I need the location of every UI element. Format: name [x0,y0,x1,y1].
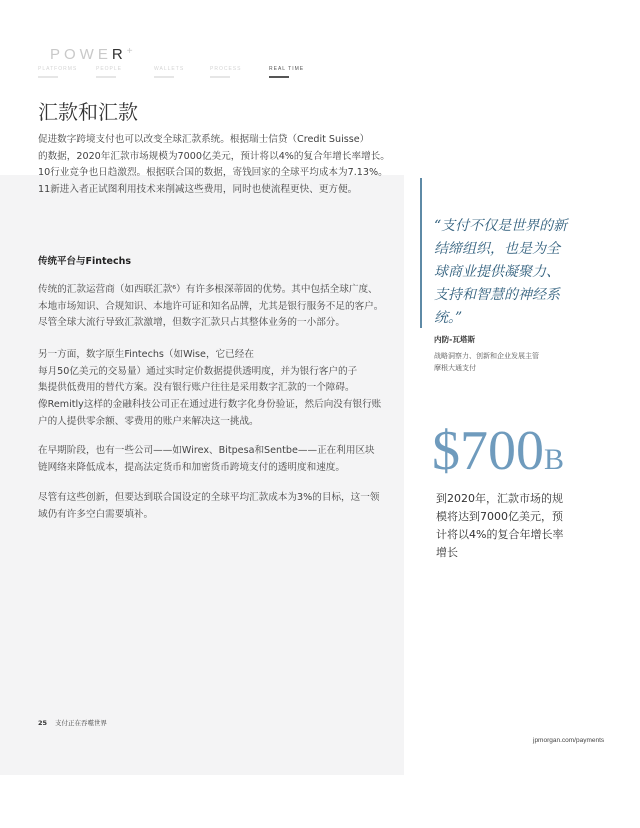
footer-url-link[interactable]: jpmorgan.com/payments [533,737,605,744]
publication-title: 支付正在吞噬世界 [55,719,108,727]
tab-label: WALLETS [154,66,185,72]
page-number: 25 [38,719,48,727]
intro-paragraph [38,132,390,199]
text-line: 另一方面，数字原生Fintechs（如Wise，它已经在 [38,349,254,360]
role-line: 战略洞察力、创新和企业发展主管 [434,352,539,360]
pull-quote [434,215,594,330]
text-line: 增长 [436,546,458,559]
text-line: 链网络来降低成本，提高法定货币和加密货币跨境支付的透明度和速度。 [38,461,345,473]
text-line: 户的人提供零余额、零费用的账户来解决这一挑战。 [38,415,259,427]
text-line: 10行业竞争也日趋激烈。根据联合国的数据，寄钱回家的全球平均成本为7.13%。 [38,167,388,179]
text-line: 到2020年，汇款市场的规 [436,492,563,505]
tab-label: PEOPLE [96,66,123,72]
tab-label: REAL TIME [269,66,305,72]
page-footer [38,718,107,727]
text-line: 传统的汇款运营商（如西联汇款⁶）有许多根深蒂固的优势。其中包括全球广度、 [38,284,378,295]
tab-people[interactable] [96,66,144,78]
tab-indicator [96,76,116,78]
brand-highlight: R [111,46,127,63]
body-paragraph [38,490,378,523]
tab-platforms[interactable] [38,66,86,78]
tab-label: PROCESS [210,66,242,72]
page-title: 汇款和汇款 [38,100,138,124]
tab-real-time[interactable] [269,66,317,78]
text-line: 11新进入者正试图利用技术来削减这些费用，同时也使流程更快、更方便。 [38,184,358,196]
body-paragraph [38,443,378,476]
quote-line: “支付不仅是世界的新 [434,218,568,234]
text-line: 促进数字跨境支付也可以改变全球汇款系统。根据瑞士信贷（Credit Suisse） [38,134,370,145]
quote-line: 统。” [434,310,463,326]
tab-indicator [154,76,174,78]
tab-label: PLATFORMS [38,66,78,72]
text-line: 集提供低费用的替代方案。没有银行账户往往是采用数字汇款的一个障碍。 [38,382,355,394]
text-line: 在早期阶段，也有一些公司——如Wirex、Bitpesa和Sentbe——正在利用区块 [38,445,375,456]
stat-unit: B [544,443,565,476]
body-paragraph [38,347,382,431]
text-line: 像Remitly这样的金融科技公司正在通过进行数字化身份验证，然后向没有银行账 [38,399,382,411]
text-line: 模将达到7000亿美元，预 [436,510,563,523]
quote-author: 内防-瓦塔斯 [434,335,476,344]
stat-figure [432,420,564,491]
text-line: 尽管全球大流行导致汇款激增，但数字汇款只占其整体业务的一小部分。 [38,317,345,329]
tab-indicator [210,76,230,78]
stat-value: $700 [432,420,544,482]
text-line: 计将以4%的复合年增长率 [436,528,564,541]
stat-description [436,490,586,562]
tab-wallets[interactable] [154,66,202,78]
quote-line: 支持和智慧的神经系 [434,287,560,303]
brand-suffix: + [126,46,133,57]
tab-indicator [38,76,58,78]
text-line: 尽管有这些创新，但要达到联合国设定的全球平均汇款成本为3%的目标，这一领 [38,492,380,503]
tab-process[interactable] [210,66,258,78]
text-line: 域仍有许多空白需要填补。 [38,508,154,520]
body-paragraph [38,282,384,332]
brand-logo [50,46,133,63]
quote-accent-bar [420,178,422,328]
brand-prefix: POWE [50,46,112,63]
text-line: 本地市场知识、合规知识、本地许可证和知名品牌，尤其是银行服务不足的客户。 [38,300,384,312]
role-line: 摩根大通支付 [434,364,476,372]
text-line: 每月50亿美元的交易量）通过实时定价数据提供透明度，并为银行客户的子 [38,365,358,377]
tab-indicator [269,76,289,78]
text-line: 的数据，2020年汇款市场规模为7000亿美元，预计将以4%的复合年增长率增长。 [38,150,390,162]
section-heading: 传统平台与Fintechs [38,256,132,267]
quote-author-role [434,350,574,374]
quote-line: 球商业提供凝聚力、 [434,264,560,280]
quote-line: 结缔组织，也是为全 [434,241,560,257]
